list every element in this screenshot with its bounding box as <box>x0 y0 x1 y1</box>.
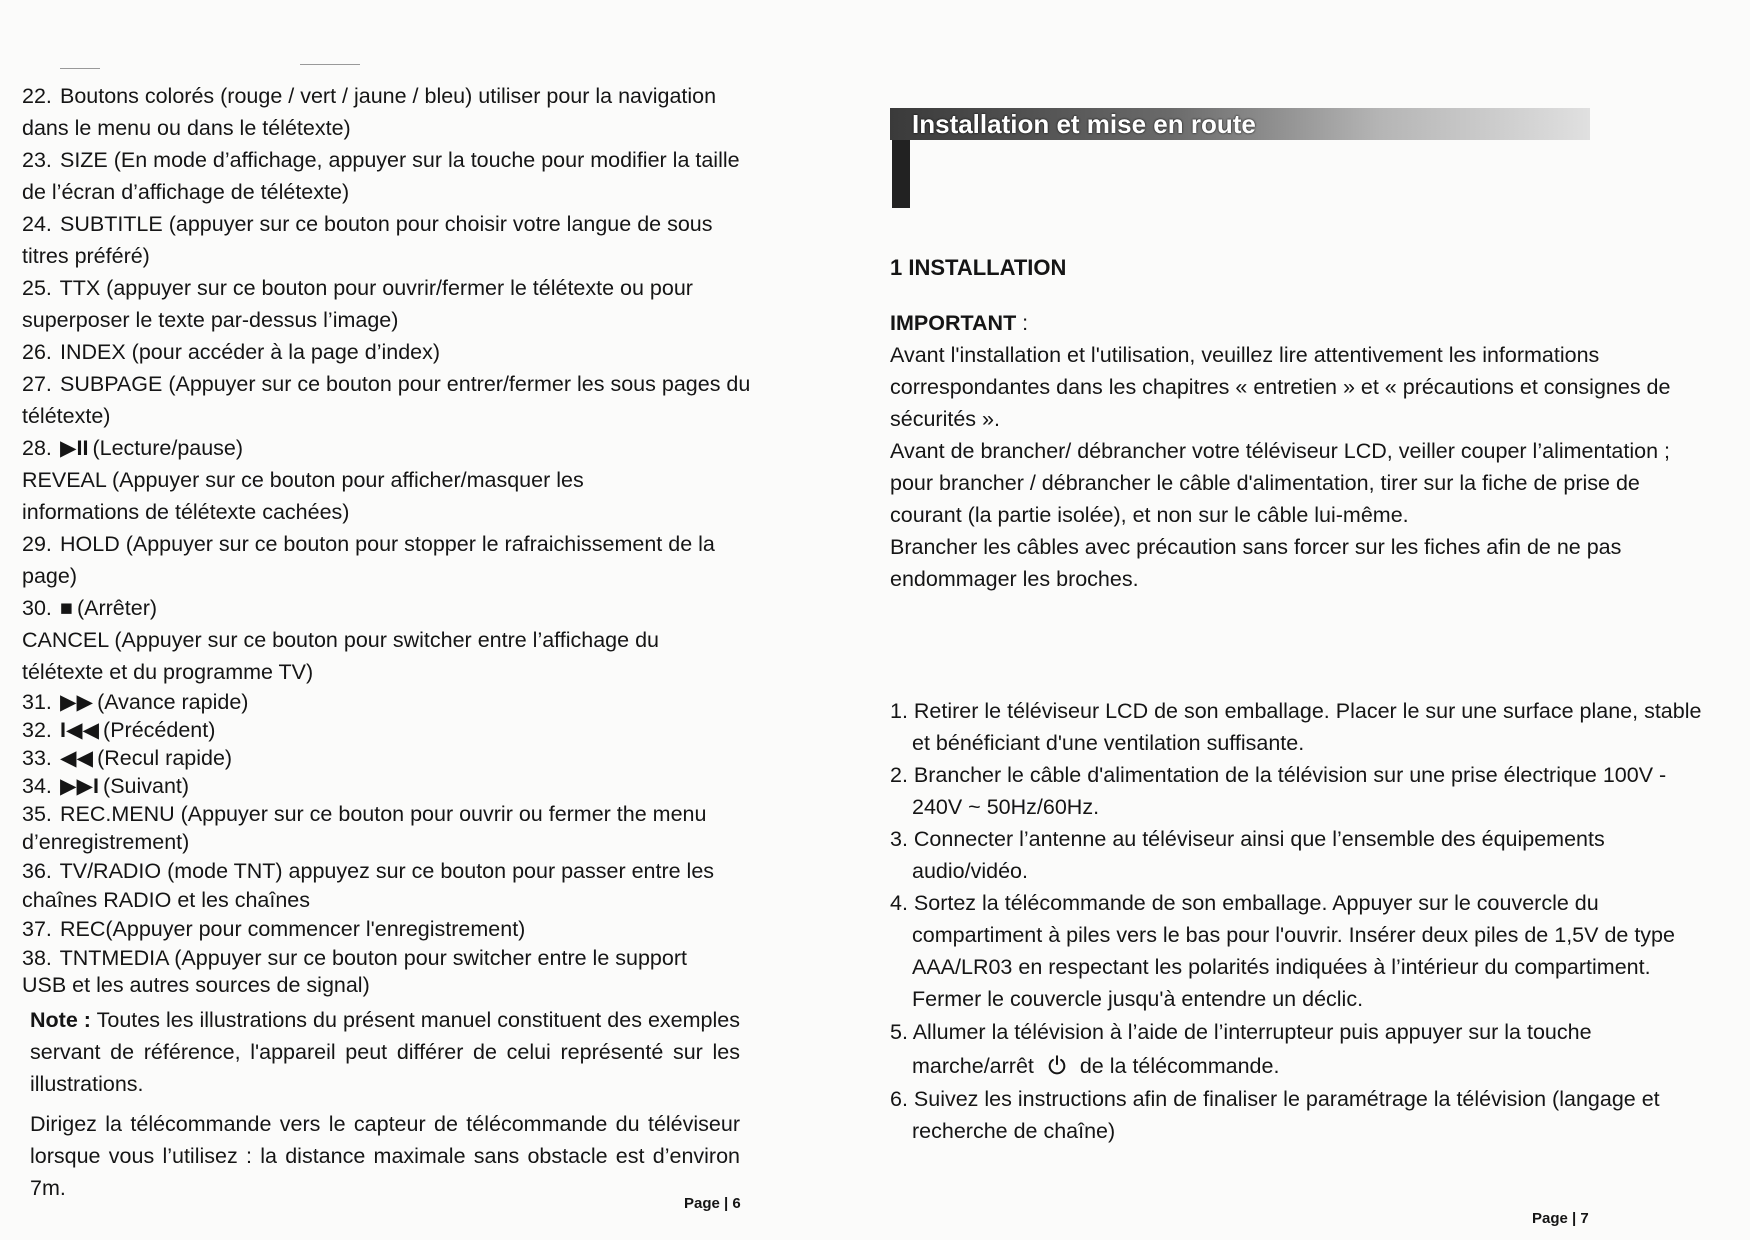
installation-heading: 1 INSTALLATION <box>890 255 1067 280</box>
rewind-icon: ◀◀ <box>59 746 94 770</box>
note-label: Note : <box>30 1008 91 1032</box>
list-item-cont: dans le menu ou dans le télétexte) <box>22 116 351 140</box>
list-item-sub: télétexte et du programme TV) <box>22 660 314 684</box>
list-item-sub: informations de télétexte cachées) <box>22 500 350 524</box>
remote-button-list <box>22 80 752 998</box>
next-icon: ▶▶I <box>59 774 100 798</box>
list-item-cont: superposer le texte par-dessus l’image) <box>22 308 399 332</box>
play-pause-icon: ▶II <box>59 436 89 460</box>
step-item: 3. Connecter l’antenne au téléviseur ainsi que l’ensemble des équipements audio/vidéo. <box>890 827 1605 883</box>
list-item: 37. REC(Appuyer pour commencer l'enregistrement) <box>22 917 526 941</box>
remote-range-text: Dirigez la télécommande vers le capteur de télécommande du téléviseur lorsque vous l’utilisez : la distance maximale sans obstacle est d’environ 7m. <box>30 1112 740 1200</box>
page-number: Page | 7 <box>1532 1210 1589 1227</box>
step-item: 6. Suivez les instructions afin de finaliser le paramétrage la télévision (langage et recherche de chaîne) <box>890 1087 1660 1143</box>
important-block <box>890 307 1710 595</box>
list-item-sub: REVEAL (Appuyer sur ce bouton pour afficher/masquer les <box>22 468 584 492</box>
installation-steps <box>890 695 1710 1147</box>
list-item: 26. INDEX (pour accéder à la page d’index) <box>22 340 441 364</box>
stop-icon: ■ <box>59 596 73 620</box>
left-page <box>0 0 790 1240</box>
list-item-cont: d’enregistrement) <box>22 830 190 854</box>
list-item: 25. TTX (appuyer sur ce bouton pour ouvrir/fermer le télétexte ou pour <box>22 276 693 300</box>
important-paragraph: Avant de brancher/ débrancher votre téléviseur LCD, veiller couper l’alimentation ; pour brancher / débrancher le câble d'alimentation, tirer sur la fiche de prise de courant (la partie isolée), et non sur le câble lui-même. <box>890 439 1670 527</box>
list-item: 33. ◀◀ (Recul rapide) <box>22 746 233 770</box>
list-item-sub: CANCEL (Appuyer sur ce bouton pour switcher entre l’affichage du <box>22 628 659 652</box>
note-text: Toutes les illustrations du présent manuel constituent des exemples servant de référence, l'appareil peut différer de celui représenté sur les illustrations. <box>30 1008 740 1096</box>
step-item <box>890 1015 1710 1083</box>
scan-mark <box>60 68 100 69</box>
scan-mark <box>300 64 360 65</box>
banner-side-bar <box>892 140 910 208</box>
list-item-cont: titres préféré) <box>22 244 150 268</box>
important-colon: : <box>1016 311 1029 335</box>
step5-text-end: de la télécommande. <box>1079 1054 1280 1078</box>
important-label: IMPORTANT <box>890 311 1017 335</box>
list-item-cont: USB et les autres sources de signal) <box>22 973 370 997</box>
fast-forward-icon: ▶▶ <box>59 690 94 714</box>
list-item: 22. Boutons colorés (rouge / vert / jaune / bleu) utiliser pour la navigation <box>22 84 717 108</box>
list-item-cont: télétexte) <box>22 404 111 428</box>
note-block <box>30 1004 740 1204</box>
important-paragraph: Brancher les câbles avec précaution sans forcer sur les fiches afin de ne pas endommager les broches. <box>890 535 1622 591</box>
list-item-cont: de l’écran d’affichage de télétexte) <box>22 180 350 204</box>
list-item: 24. SUBTITLE (appuyer sur ce bouton pour choisir votre langue de sous <box>22 212 713 236</box>
page-number: Page | 6 <box>684 1195 741 1212</box>
section-title: Installation et mise en route <box>912 109 1256 139</box>
important-paragraph: Avant l'installation et l'utilisation, veuillez lire attentivement les informations correspondantes dans les chapitres « entretien » et « précautions et consignes de sécurités ». <box>890 343 1671 431</box>
list-item: 23. SIZE (En mode d’affichage, appuyer sur la touche pour modifier la taille <box>22 148 740 172</box>
list-item: 29. HOLD (Appuyer sur ce bouton pour stopper le rafraichissement de la <box>22 532 715 556</box>
right-page <box>860 0 1750 1240</box>
list-item: 30. ■ (Arrêter) <box>22 596 158 620</box>
list-item: 38. TNTMEDIA (Appuyer sur ce bouton pour switcher entre le support <box>22 946 687 970</box>
step5-text: 5. Allumer la télévision à l’aide de l’interrupteur puis appuyer sur la touche marche/arrêt <box>890 1020 1592 1078</box>
list-item-cont: page) <box>22 564 77 588</box>
list-item: 36. TV/RADIO (mode TNT) appuyez sur ce bouton pour passer entre les <box>22 859 715 883</box>
step-item: 1. Retirer le téléviseur LCD de son emballage. Placer le sur une surface plane, stable et bénéficiant d'une ventilation suffisante. <box>890 699 1702 755</box>
step-item: 2. Brancher le câble d'alimentation de la télévision sur une prise électrique 100V - 240V ~ 50Hz/60Hz. <box>890 763 1667 819</box>
list-item: 34. ▶▶I (Suivant) <box>22 774 190 798</box>
list-item: 32. I◀◀ (Précédent) <box>22 718 216 742</box>
previous-icon: I◀◀ <box>59 718 100 742</box>
list-item-cont: chaînes RADIO et les chaînes <box>22 888 311 912</box>
list-item: 27. SUBPAGE (Appuyer sur ce bouton pour entrer/fermer les sous pages du <box>22 372 751 396</box>
list-item: 35. REC.MENU (Appuyer sur ce bouton pour ouvrir ou fermer the menu <box>22 802 707 826</box>
list-item: 31. ▶▶ (Avance rapide) <box>22 690 249 714</box>
step-item: 4. Sortez la télécommande de son emballage. Appuyer sur le couvercle du compartiment à piles vers le bas pour l'ouvrir. Insérer deux piles de 1,5V de type AAA/LR03 en respectant les polarités indiquées à l’intérieur du compartiment. Fermer le couvercle jusqu'à entendre un déclic. <box>890 891 1675 1011</box>
list-item: 28. ▶II (Lecture/pause) <box>22 436 244 460</box>
power-icon <box>1046 1054 1068 1076</box>
